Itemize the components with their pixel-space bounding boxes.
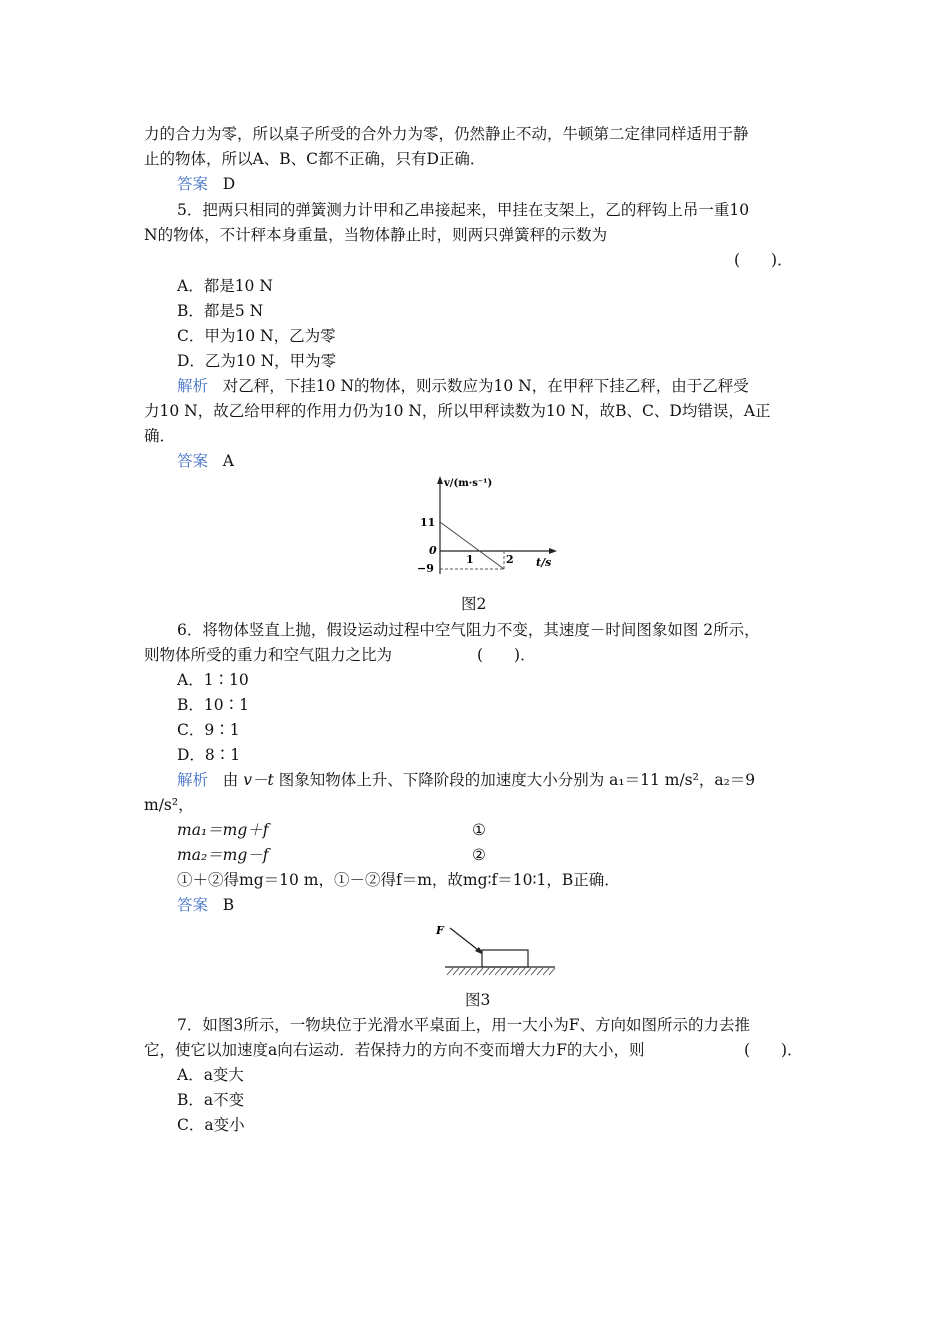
explanation-line: 确． [144, 427, 176, 445]
explanation-line: m/s²， [144, 796, 194, 814]
option-d: D．乙为10 N，甲为零 [177, 352, 337, 370]
table-hatching [447, 968, 555, 975]
explanation-label: 解析 [177, 377, 209, 395]
answer-label: 答案 [177, 896, 209, 914]
velocity-time-graph [412, 474, 562, 580]
question-7-line: 7．如图3所示，一物块位于光滑水平桌面上，用一大小为F、方向如图所示的力去推 [177, 1016, 750, 1034]
option-a: A．a变大 [177, 1066, 244, 1084]
y-axis-arrow [437, 476, 443, 484]
answer-line [177, 895, 234, 915]
figure-3-caption: 图3 [465, 991, 491, 1009]
y-axis-label: v/(m·s⁻¹) [444, 478, 493, 489]
option-b: B．都是5 N [177, 302, 264, 320]
force-label: F [436, 924, 444, 937]
question-7-line [144, 1040, 803, 1060]
x-axis-label: t/s [536, 556, 552, 569]
answer-label: 答案 [177, 452, 209, 470]
explanation-line [177, 376, 749, 396]
explanation-text: 图象知物体上升、下降阶段的加速度大小分别为 [278, 771, 605, 789]
option-c: C．a变小 [177, 1116, 245, 1134]
option-a: A．都是10 N [177, 277, 273, 295]
text-line: 止的物体，所以A、B、C都不正确，只有D正确． [144, 150, 486, 168]
answer-label: 答案 [177, 175, 209, 193]
option-c: C．甲为10 N，乙为零 [177, 327, 336, 345]
answer-bracket: ( )． [477, 646, 536, 664]
tick-1: 1 [466, 553, 474, 566]
block-force-diagram [430, 920, 560, 982]
question-6-line [144, 645, 536, 665]
explanation-line: ①＋②得mg＝10 m，①－②得f＝m，故mg∶f＝10∶1，B正确． [177, 871, 620, 889]
option-b: B．a不变 [177, 1091, 245, 1109]
question-5-line: 5．把两只相同的弹簧测力计甲和乙串接起来，甲挂在支架上，乙的秤钩上吊一重10 [177, 201, 750, 219]
answer-line [177, 451, 234, 471]
explanation-text: a₁＝11 m/s²，a₂＝9 [609, 771, 756, 789]
question-5-line: N的物体，不计秤本身重量，当物体静止时，则两只弹簧秤的示数为 [144, 226, 608, 244]
origin-label: 0 [429, 544, 437, 557]
option-b: B．10∶1 [177, 696, 249, 714]
equation-1: ma₁＝mg＋f [177, 821, 269, 839]
equation-2-number: ② [472, 846, 486, 864]
explanation-text: 对乙秤，下挂10 N的物体，则示数应为10 N，在甲秤下挂乙秤，由于乙秤受 [222, 377, 749, 395]
tick-11: 11 [420, 516, 436, 529]
explanation-var: v－t [243, 771, 274, 789]
answer-value: D [222, 175, 236, 193]
explanation-text: 由 [222, 771, 239, 789]
answer-bracket: ( )． [744, 1041, 803, 1059]
tick-minus-9: −9 [417, 562, 434, 575]
x-axis-arrow [549, 548, 557, 554]
equation-2: ma₂＝mg－f [177, 846, 269, 864]
answer-bracket: ( )． [734, 251, 793, 269]
answer-value: B [222, 896, 235, 914]
block [482, 950, 528, 967]
tick-2: 2 [506, 553, 514, 566]
text-line: 力的合力为零，所以桌子所受的合外力为零，仍然静止不动，牛顿第二定律同样适用于静 [144, 125, 749, 143]
equation-1-number: ① [472, 821, 486, 839]
answer-value: A [222, 452, 234, 470]
explanation-line [177, 770, 755, 790]
explanation-line: 力10 N，故乙给甲秤的作用力仍为10 N，所以甲秤读数为10 N，故B、C、D均错误，A正 [144, 402, 771, 420]
answer-line [177, 174, 235, 194]
question-6-text: 则物体所受的重力和空气阻力之比为 [144, 646, 393, 664]
option-d: D．8∶1 [177, 746, 241, 764]
figure-2-caption: 图2 [461, 595, 487, 613]
explanation-label: 解析 [177, 771, 209, 789]
question-7-text: 它，使它以加速度a向右运动．若保持力的方向不变而增大力F的大小，则 [144, 1041, 645, 1059]
question-6-line: 6．将物体竖直上抛，假设运动过程中空气阻力不变，其速度－时间图象如图 2所示， [177, 621, 760, 639]
option-a: A．1∶10 [177, 671, 249, 689]
option-c: C．9∶1 [177, 721, 240, 739]
